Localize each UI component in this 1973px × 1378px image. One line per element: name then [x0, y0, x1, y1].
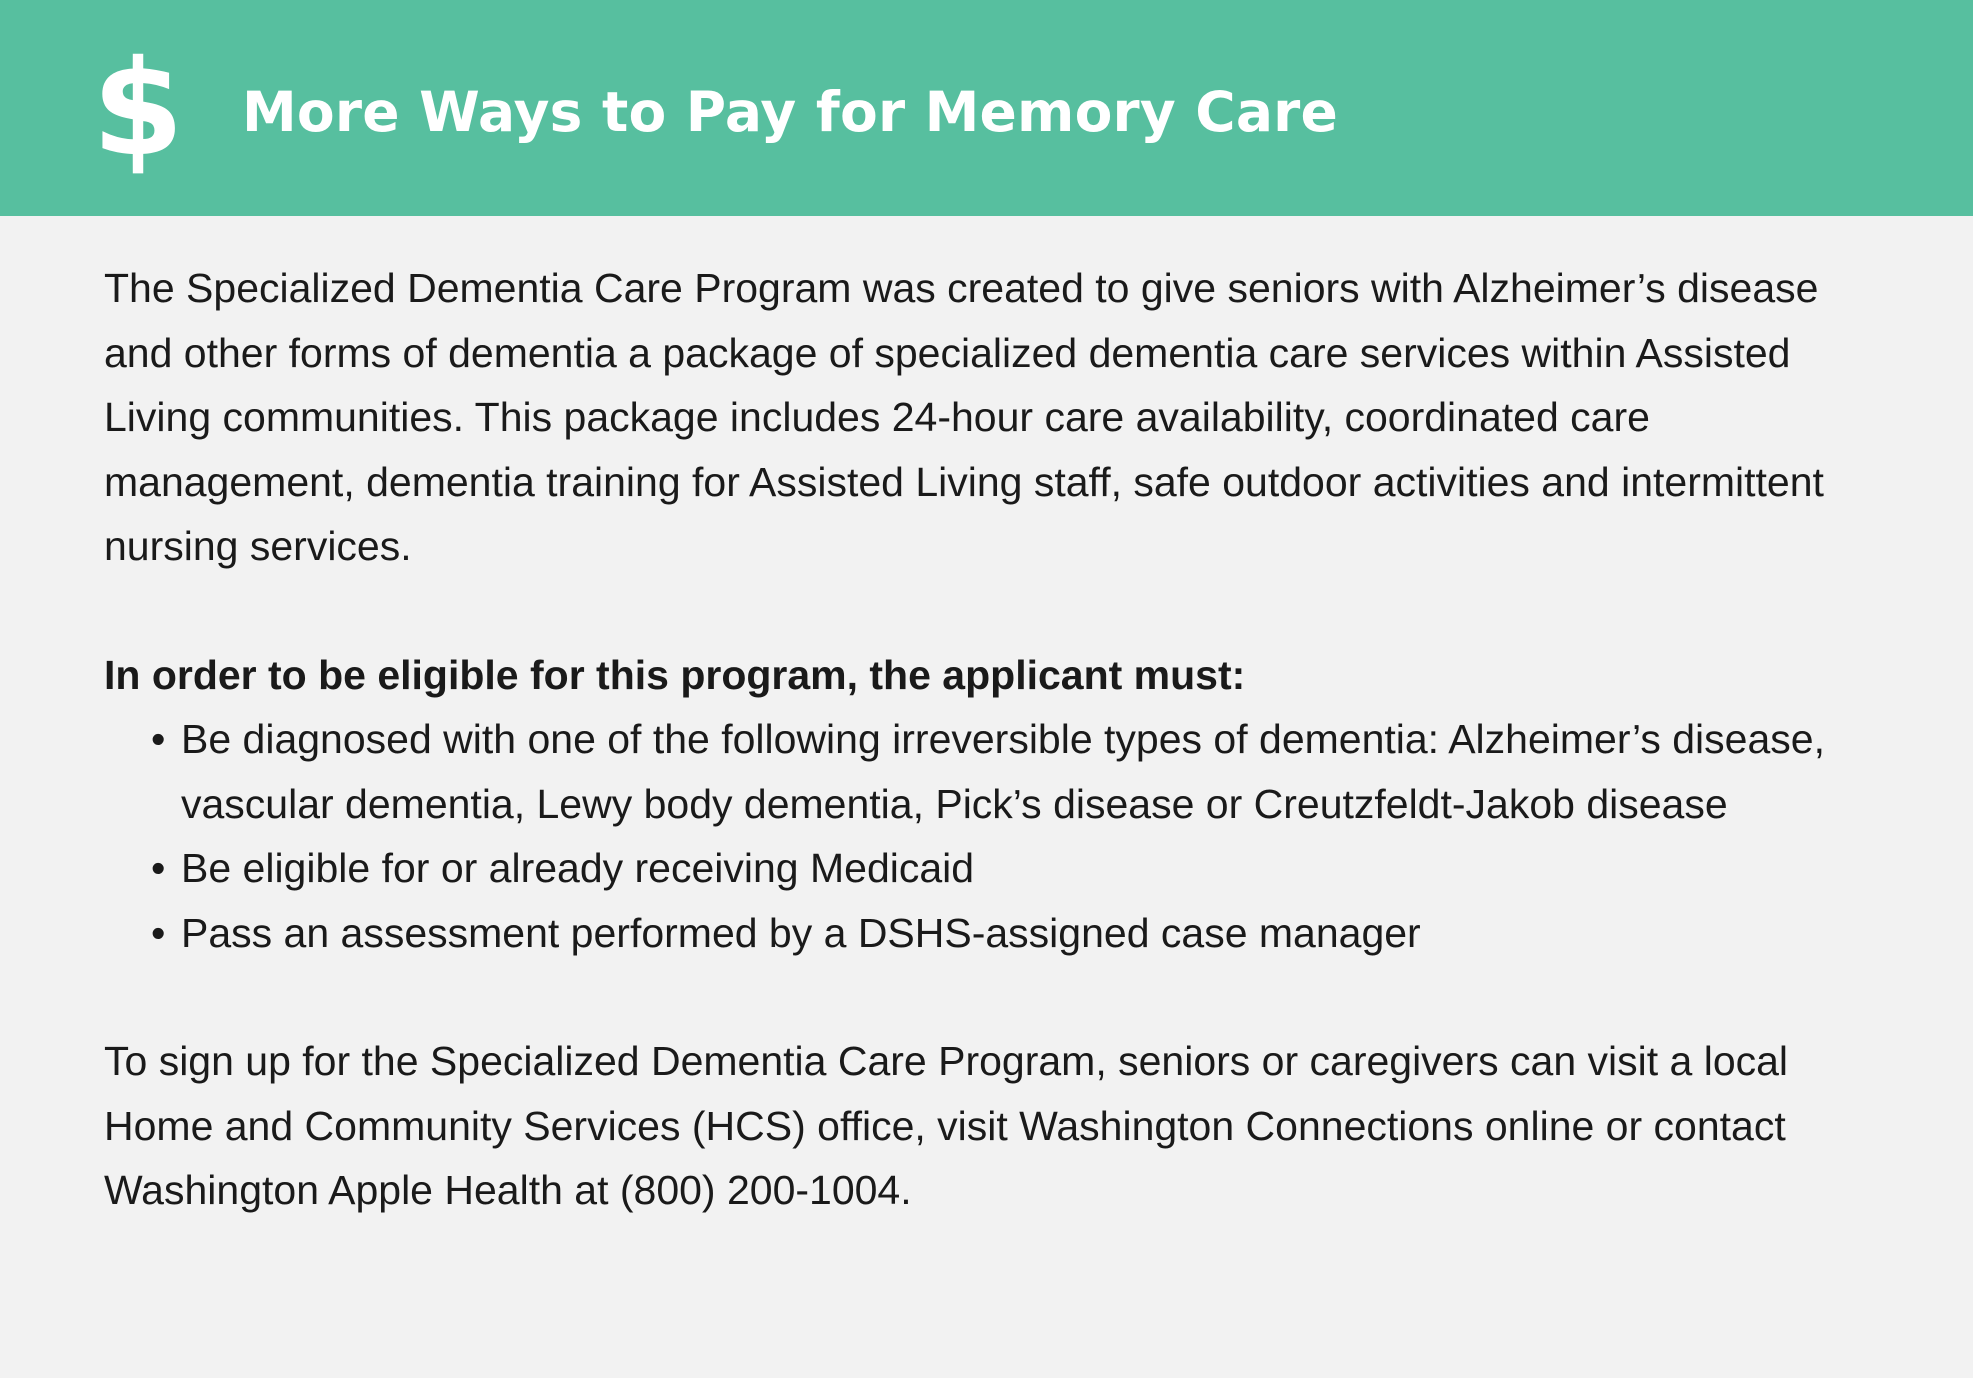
signup-paragraph: To sign up for the Specialized Dementia Care Program, seniors or caregivers can visit a local Home and Community Services (HCS) office, visit Washington Connections online or contact Washington Apple Health at (800) 200-1004.: [104, 1038, 1789, 1213]
header-banner: [0, 0, 1973, 216]
list-item: [151, 836, 1894, 901]
list-item: [151, 707, 1894, 836]
bullet-icon: •: [151, 909, 166, 956]
eligibility-heading: In order to be eligible for this program, the applicant must:: [104, 651, 1246, 698]
content-body: [104, 256, 1894, 1223]
intro-paragraph: The Specialized Dementia Care Program was created to give seniors with Alzheimer’s disease and other forms of dementia a package of specialized dementia care services within Assisted Living communities. This package includes 24-hour care availability, coordinated care management, dementia training for Assisted Living staff, safe outdoor activities and intermittent nursing services.: [104, 265, 1824, 569]
dollar-icon: $: [92, 32, 184, 186]
eligibility-criteria-list: [104, 707, 1894, 965]
criterion-text: Pass an assessment performed by a DSHS-assigned case manager: [181, 909, 1421, 956]
page-title: More Ways to Pay for Memory Care: [242, 80, 1338, 144]
criterion-text: Be eligible for or already receiving Medicaid: [181, 845, 975, 891]
bullet-icon: •: [151, 716, 166, 762]
list-item: [151, 901, 1894, 966]
bullet-icon: •: [151, 845, 166, 891]
criterion-text: Be diagnosed with one of the following irreversible types of dementia: Alzheimer’s disease, vascular dementia, Lewy body dementia, Pick’s disease or Creutzfeldt-Jakob disease: [181, 716, 1825, 827]
